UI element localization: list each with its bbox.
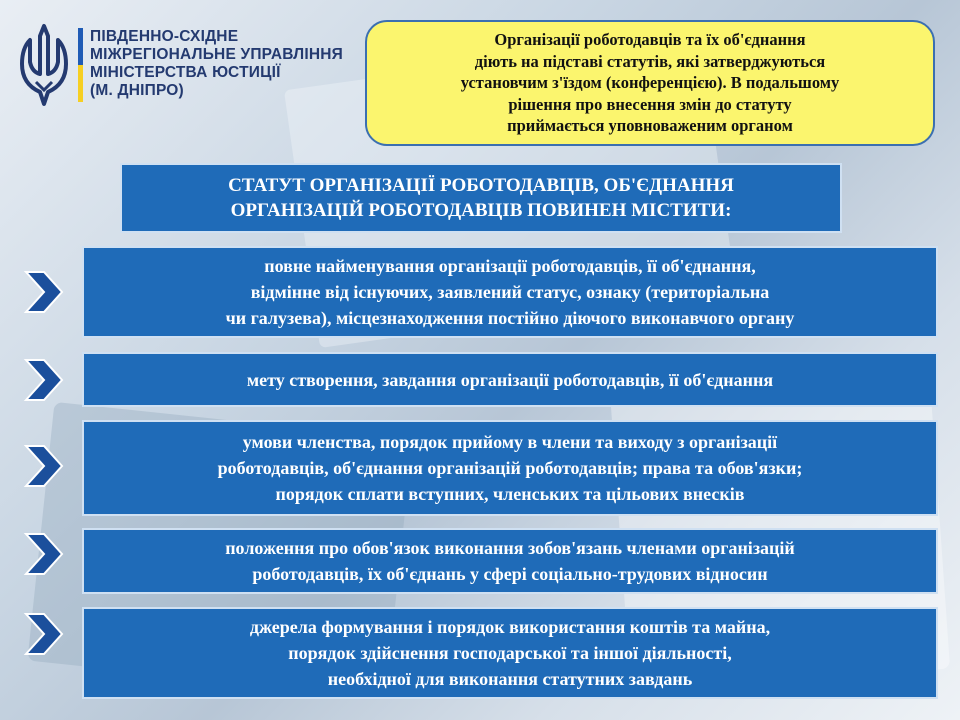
chevron-right-icon bbox=[20, 268, 68, 316]
requirement-item: мету створення, завдання організації роботодавців, її об'єднання bbox=[82, 352, 938, 407]
flag-stripe bbox=[78, 28, 83, 102]
info-callout-text: Організації роботодавців та їх об'єднання діють на підставі статутів, які затверджуються установчим з'їздом (конференцією). В подальшому рішення про внесення змін до статуту приймається уповноваженим органом bbox=[460, 30, 840, 136]
section-heading: СТАТУТ ОРГАНІЗАЦІЇ РОБОТОДАВЦІВ, ОБ'ЄДНАННЯ ОРГАНІЗАЦІЙ РОБОТОДАВЦІВ ПОВИНЕН МІСТИТИ: bbox=[120, 163, 842, 233]
requirement-item: умови членства, порядок прийому в члени та виходу з організації роботодавців, об'єднання організацій роботодавців; права та обов'язки; порядок сплати вступних, членських та цільових внесків bbox=[82, 420, 938, 516]
chevron-right-icon bbox=[20, 356, 68, 404]
org-name-line: ПІВДЕННО-СХІДНЕ bbox=[90, 28, 239, 45]
requirement-item: положення про обов'язок виконання зобов'язань членами організацій роботодавців, їх об'єднань у сфері соціально-трудових відносин bbox=[82, 528, 938, 594]
organization-name bbox=[90, 28, 343, 100]
org-name-line: (М. ДНІПРО) bbox=[90, 82, 184, 99]
org-name-line: МІЖРЕГІОНАЛЬНЕ УПРАВЛІННЯ bbox=[90, 46, 343, 63]
requirement-item: джерела формування і порядок використання коштів та майна, порядок здійснення господарської та іншої діяльності, необхідної для виконання статутних завдань bbox=[82, 607, 938, 699]
requirement-item: повне найменування організації роботодавців, її об'єднання, відмінне від існуючих, заявлений статус, ознаку (територіальна чи галузева), місцезнаходження постійно діючого виконавчого органу bbox=[82, 246, 938, 338]
trident-icon bbox=[14, 22, 74, 108]
chevron-right-icon bbox=[20, 610, 68, 658]
org-name-line: МІНІСТЕРСТВА ЮСТИЦІЇ bbox=[90, 64, 281, 81]
chevron-right-icon bbox=[20, 530, 68, 578]
info-callout bbox=[365, 20, 935, 146]
chevron-right-icon bbox=[20, 442, 68, 490]
ministry-logo bbox=[14, 22, 354, 108]
